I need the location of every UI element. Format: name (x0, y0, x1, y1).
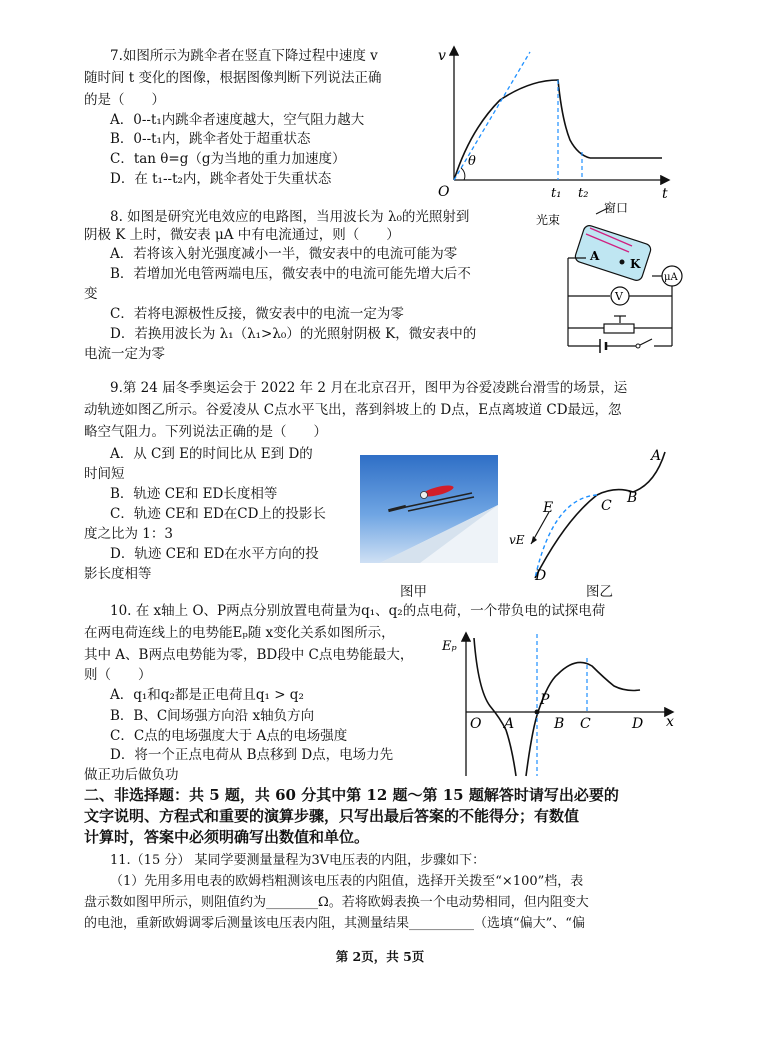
q7-option-c: C．tan θ=g（g为当地的重力加速度） (110, 151, 346, 167)
q8-microammeter: μA (664, 272, 678, 283)
q10-label-p: P (540, 692, 550, 708)
q10-line-4: 则（ ） (84, 667, 152, 683)
q7-option-b: B．0--t₁内，跳伞者处于超重状态 (110, 131, 311, 147)
q10-option-d-cont: 做正功后做负功 (84, 767, 179, 783)
q11-line-3: 盘示数如图甲所示，则阻值约为________Ω。若将欧姆表换一个电动势相同，但内阻变大 (84, 895, 589, 910)
q9-label-ve: vE (509, 533, 525, 547)
q8-line-2: 阴极 K 上时，微安表 μA 中有电流通过，则（ ） (84, 227, 400, 243)
q8-voltmeter: V (615, 290, 623, 303)
q10-axis-ep: Eₚ (442, 639, 457, 654)
q9-option-d-cont: 影长度相等 (84, 566, 152, 582)
q10-label-b: B (554, 716, 565, 732)
q7-t2: t₂ (578, 186, 589, 200)
q8-option-d: D．若换用波长为 λ₁（λ₁>λ₀）的光照射阴极 K，微安表中的 (110, 326, 477, 342)
q9-option-a: A．从 C到 E的时间比从 E到 D的 (110, 446, 313, 462)
q7-theta: θ (468, 154, 476, 169)
q10-option-a: A．q₁和q₂都是正电荷且q₁ > q₂ (110, 687, 304, 703)
q10-option-b: B．B、C间场强方向沿 x轴负方向 (110, 708, 315, 724)
q9-label-b: B (627, 490, 638, 506)
q7-axis-t: t (662, 186, 668, 200)
q10-option-d: D．将一个正点电荷从 B点移到 D点，电场力先 (110, 747, 394, 763)
q8-light-label: 光束 (536, 213, 561, 227)
q11-line-4: 的电池，重新欧姆调零后测量该电压表内阻，其测量结果__________（选填“偏大”、“偏 (84, 916, 585, 931)
q8-line-1: 8. 如图是研究光电效应的电路图，当用波长为 λ₀的光照射到 (110, 209, 470, 225)
q9-trajectory-diagram (505, 440, 685, 585)
q9-option-a-cont: 时间短 (84, 466, 125, 482)
q9-option-b: B．轨迹 CE和 ED长度相等 (110, 486, 278, 502)
q8-anode-label: A (590, 249, 600, 263)
q10-label-o: O (470, 716, 482, 732)
q9-option-c-cont: 度之比为 1：3 (84, 526, 173, 542)
q9-label-d: D (535, 568, 547, 584)
q9-line-1: 9.第 24 届冬季奥运会于 2022 年 2 月在北京召开，图甲为谷爱凌跳台滑雪的场景，运 (110, 380, 628, 396)
q7-origin: O (438, 184, 450, 200)
q8-option-b: B．若增加光电管两端电压，微安表中的电流可能先增大后不 (110, 266, 471, 282)
q9-option-c: C．轨迹 CE和 ED在CD上的投影长 (110, 506, 326, 522)
q9-line-2: 动轨迹如图乙所示。谷爱凌从 C点水平飞出，落到斜坡上的 D点，E点离坡道 CD最远，忽 (84, 402, 622, 418)
q9-label-e: E (543, 500, 554, 516)
q8-option-a: A．若将该入射光强度减小一半，微安表中的电流可能为零 (110, 246, 458, 262)
section2-heading-3: 计算时，答案中必须明确写出数值和单位。 (84, 828, 370, 846)
q10-line-1: 10. 在 x轴上 O、P两点分别放置电荷量为q₁、q₂的点电荷，一个带负电的试探电荷 (110, 603, 606, 619)
page-footer: 第 2页，共 5页 (335, 949, 425, 964)
q9-caption-right: 图乙 (586, 584, 613, 600)
q8-option-d-cont: 电流一定为零 (84, 346, 165, 362)
q9-label-c: C (601, 498, 612, 514)
q11-line-1: 11.（15 分） 某同学要测量量程为3V电压表的内阻，步骤如下： (110, 853, 486, 868)
q7-axis-v: v (438, 48, 446, 64)
q8-option-c: C．若将电源极性反接，微安表中的电流一定为零 (110, 306, 404, 322)
ski-jump-photo (360, 455, 498, 563)
q7-option-a: A．0--t₁内跳伞者速度越大，空气阻力越大 (110, 112, 365, 128)
q7-line-3: 的是（ ） (84, 92, 165, 108)
section2-heading-1: 二、非选择题：共 5 题，共 60 分其中第 12 题～第 15 题解答时请写出必要的 (84, 786, 619, 804)
q10-option-c: C．C点的电场强度大于 A点的电场强度 (110, 728, 348, 744)
q7-velocity-time-graph (430, 40, 680, 200)
q10-axis-x: x (666, 714, 674, 730)
q7-t1: t₁ (551, 186, 562, 200)
section2-heading-2: 文字说明、方程式和重要的演算步骤，只写出最后答案的不能得分；有数值 (84, 807, 580, 825)
q10-label-c: C (580, 716, 591, 732)
q10-label-a: A (504, 716, 515, 732)
q10-label-d: D (632, 716, 644, 732)
q7-option-d: D．在 t₁--t₂内，跳伞者处于失重状态 (110, 171, 332, 187)
q8-window-label: 窗口 (604, 201, 629, 215)
q7-line-1: 7.如图所示为跳伞者在竖直下降过程中速度 v (110, 48, 378, 64)
q8-photoelectric-circuit (534, 198, 694, 360)
q8-option-b-cont: 变 (84, 286, 98, 302)
q9-option-d: D．轨迹 CE和 ED在水平方向的投 (110, 546, 319, 562)
q10-potential-energy-graph (440, 630, 680, 782)
q9-line-3: 略空气阻力。下列说法正确的是（ ） (84, 424, 327, 440)
q9-caption-left: 图甲 (400, 584, 427, 600)
q11-line-2: （1）先用多用电表的欧姆档粗测该电压表的内阻值，选择开关拨至“×100”档，表 (110, 874, 584, 889)
q9-label-a: A (651, 448, 662, 464)
q10-line-3: 其中 A、B两点电势能为零，BD段中 C点电势能最大， (84, 647, 414, 663)
q10-line-2: 在两电荷连线上的电势能Eₚ随 x变化关系如图所示， (84, 625, 395, 641)
q7-line-2: 随时间 t 变化的图像，根据图像判断下列说法正确 (84, 70, 382, 86)
q8-cathode-label: K (630, 257, 641, 271)
